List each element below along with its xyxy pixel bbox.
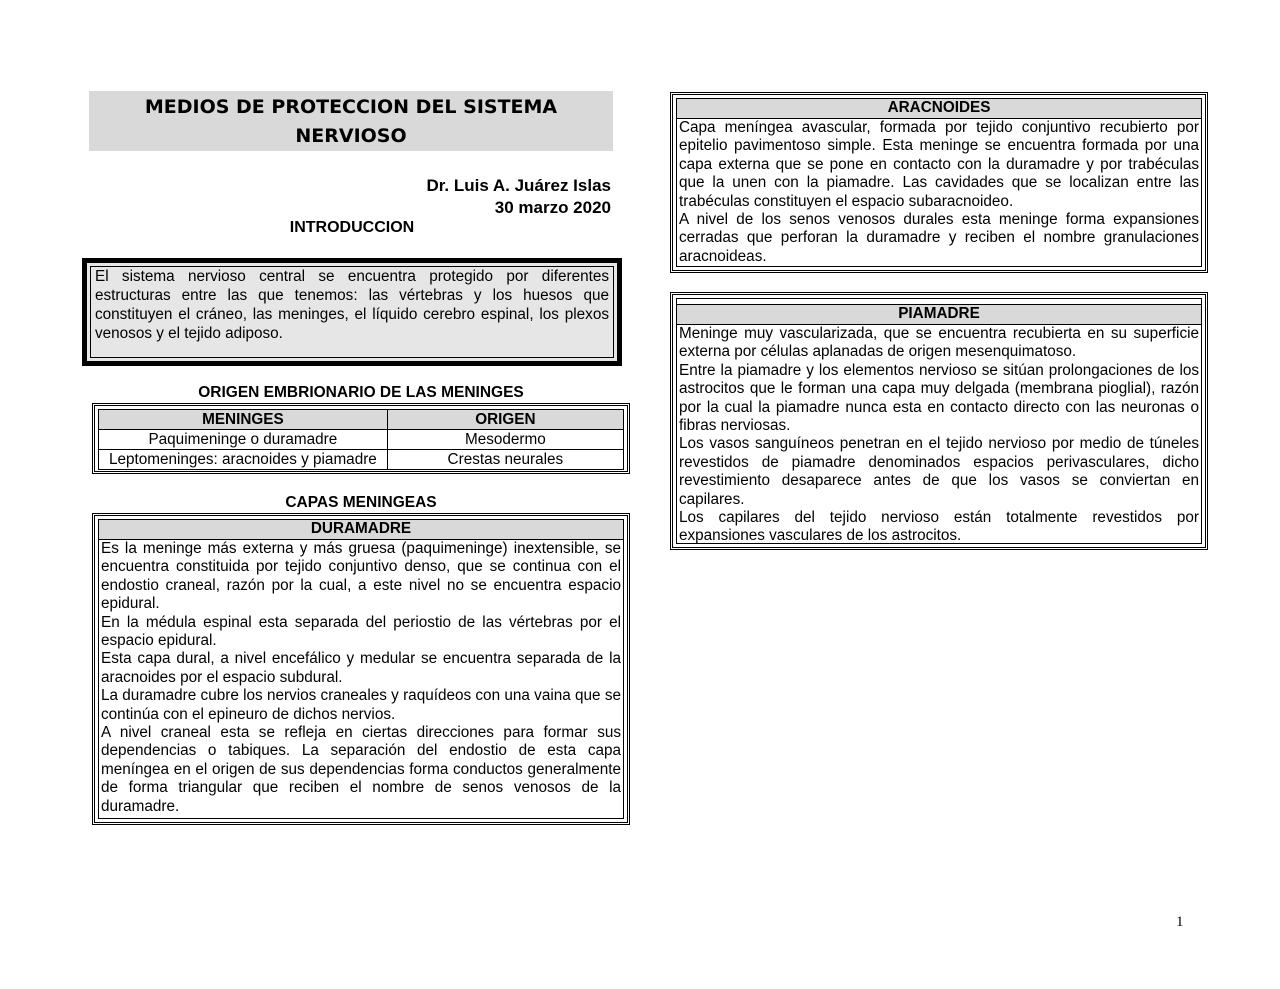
piamadre-section bbox=[670, 292, 1208, 550]
paragraph: Los capilares del tejido nervioso están totalmente revestidos por expansiones vasculares de los astrocitos. bbox=[679, 509, 1199, 545]
paragraph: Es la meninge más externa y más gruesa (paquimeninge) inextensible, se encuentra constituida por tejido conjuntivo denso, que se continua con el endostio craneal, razón por la cual, a este nivel no se encuentra espacio epidural. bbox=[101, 540, 621, 613]
title-line-1: MEDIOS DE PROTECCION DEL SISTEMA bbox=[144, 96, 558, 118]
paragraph: En la médula espinal esta separada del periostio de las vértebras por el espacio epidural. bbox=[101, 613, 621, 650]
capas-heading: CAPAS MENINGEAS bbox=[285, 494, 437, 511]
paragraph: A nivel de los senos venosos durales esta meninge forma expansiones cerradas que perforan la duramadre y reciben el nombre granulaciones aracnoideas. bbox=[679, 211, 1199, 265]
piamadre-title: PIAMADRE bbox=[677, 304, 1201, 325]
intro-box bbox=[82, 258, 622, 366]
page-number: 1 bbox=[1176, 914, 1184, 930]
table-cell: Crestas neurales bbox=[387, 450, 623, 470]
intro-text: El sistema nervioso central se encuentra protegido por diferentes estructuras entre las que tenemos: las vértebras y los huesos que constituyen el cráneo, las meninges, el líquido cerebro espinal, los plexos venosos y el tejido adiposo. bbox=[95, 268, 609, 342]
paragraph: La duramadre cubre los nervios craneales y raquídeos con una vaina que se continúa con el epineuro de dichos nervios. bbox=[101, 687, 621, 723]
origen-heading: ORIGEN EMBRIONARIO DE LAS MENINGES bbox=[198, 384, 524, 401]
duramadre-section bbox=[92, 513, 630, 825]
paragraph: Meninge muy vascularizada, que se encuentra recubierta en su superficie externa por células aplanadas de origen mesenquimatoso. bbox=[679, 325, 1199, 361]
column-header-origen: ORIGEN bbox=[387, 410, 623, 430]
table-cell: Paquimeninge o duramadre bbox=[99, 430, 388, 450]
duramadre-title: DURAMADRE bbox=[99, 520, 623, 540]
paragraph: Los vasos sanguíneos penetran en el tejido nervioso por medio de túneles revestidos de piamadre denominados espacios perivasculares, dicho revestimiento desaparece antes de que los vasos se conviertan en capilares. bbox=[679, 435, 1199, 508]
table-cell: Mesodermo bbox=[387, 430, 623, 450]
aracnoides-title: ARACNOIDES bbox=[677, 99, 1201, 119]
aracnoides-section bbox=[670, 92, 1208, 273]
paragraph: Esta capa dural, a nivel encefálico y medular se encuentra separada de la aracnoides por el espacio subdural. bbox=[101, 650, 621, 686]
title-line-2: NERVIOSO bbox=[295, 125, 407, 147]
table-row bbox=[99, 450, 624, 470]
paragraph: Capa meníngea avascular, formada por tejido conjuntivo recubierto por epitelio pavimentoso simple. Esta meninge se encuentra formada por una capa externa que se pone en contacto con la duramadre y por trabéculas que la unen con la piamadre. Las cavidades que se localizan entre las trabéculas constituyen el espacio subaracnoideo. bbox=[679, 119, 1199, 210]
paragraph: Entre la piamadre y los elementos nervioso se sitúan prolongaciones de los astrocitos que le forman una capa muy delgada (membrana pioglial), razón por la cual la piamadre nunca esta en contacto directo con las neuronas o fibras nerviosas. bbox=[679, 361, 1199, 435]
column-header-meninges: MENINGES bbox=[99, 410, 388, 430]
table-cell: Leptomeninges: aracnoides y piamadre bbox=[99, 450, 388, 470]
table-header-row bbox=[99, 410, 624, 430]
author-name: Dr. Luis A. Juárez Islas bbox=[426, 176, 611, 195]
document-date: 30 marzo 2020 bbox=[494, 198, 611, 217]
document-title bbox=[89, 91, 613, 151]
paragraph: A nivel craneal esta se refleja en ciertas direcciones para formar sus dependencias o tabiques. La separación del endostio de esta capa meníngea en el origen de sus dependencias forma conductos generalmente de forma triangular que reciben el nombre de senos venosos de la duramadre. bbox=[101, 724, 621, 815]
author-block bbox=[426, 175, 611, 219]
origen-table bbox=[92, 403, 630, 474]
intro-heading: INTRODUCCION bbox=[289, 219, 415, 236]
table-row bbox=[99, 430, 624, 450]
